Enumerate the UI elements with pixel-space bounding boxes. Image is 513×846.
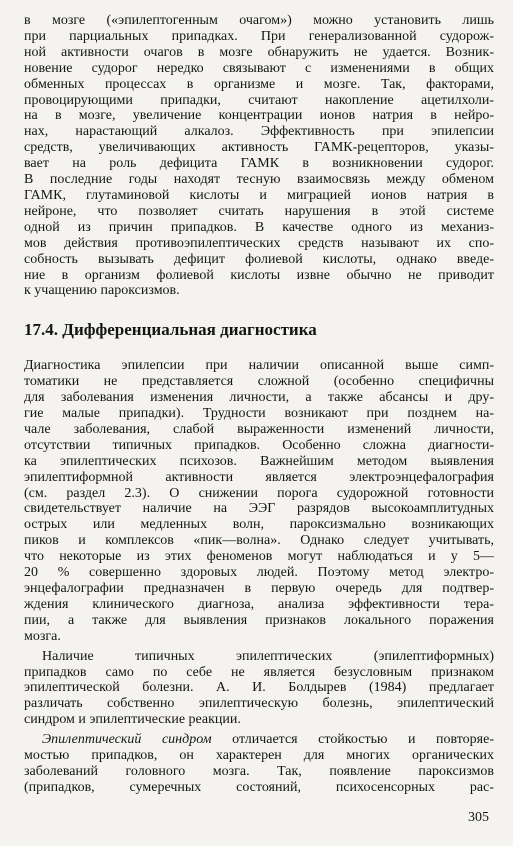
text-line: ной активности очагов в мозге обнаружить не удается. Возник- bbox=[24, 44, 494, 60]
text-line: различать собственно эпилептическую болезнь, эпилептический bbox=[24, 696, 494, 712]
paragraph-typical-seizures bbox=[24, 649, 494, 729]
text-line: энцефалографии предназначен в первую очередь для подтвер- bbox=[24, 581, 494, 596]
text-line: к учащению пароксизмов. bbox=[24, 283, 180, 299]
text-line: (припадков, сумеречных состояний, психосенсорных рас- bbox=[24, 779, 494, 795]
text-line: нах, нарастающий алкалоз. Эффективность при эпилепсии bbox=[24, 124, 494, 140]
text-line: нейроне, что позволяет считать нарушения в этой системе bbox=[24, 203, 494, 219]
text-line: вает на роль дефицита ГАМК в возникновении судорог. bbox=[24, 156, 494, 172]
text-line: на в мозге, увеличение концентрации ионов натрия в нейро- bbox=[24, 108, 494, 124]
text-line: (см. раздел 2.3). О снижении порога судорожной готовности bbox=[24, 485, 494, 501]
text-line: 20 % совершенно здоровых людей. Поэтому метод электро- bbox=[24, 565, 494, 581]
text-line: ка эпилептических психозов. Важнейшим методом выявления bbox=[24, 453, 494, 469]
text-line: в мозге («эпилептогенным очагом») можно установить лишь bbox=[24, 13, 494, 28]
page-number: 305 bbox=[468, 810, 489, 825]
text-line: обменных процессах в организме и мозге. Так, факторами, bbox=[24, 76, 494, 92]
page-body bbox=[24, 13, 494, 796]
text-line: ждения клинического диагноза, анализа эффективности тера- bbox=[24, 596, 494, 612]
text-line: для заболевания изменения личности, а также абсансы и дру- bbox=[24, 390, 494, 406]
paragraph-intro bbox=[24, 13, 494, 299]
text-line: ГАМК, глутаминовой кислоты и миграцией ионов натрия в bbox=[24, 187, 494, 203]
text-line: томатики не представляется сложной (особенно специфичны bbox=[24, 374, 494, 390]
text-fragment: отличается стойкостью и повторяе- bbox=[211, 732, 494, 748]
paragraph-epileptic-syndrome bbox=[24, 732, 494, 796]
text-line: Наличие типичных эпилептических (эпилептиформных) bbox=[42, 648, 494, 664]
text-line: пии, а также для выявления признаков локального поражения bbox=[24, 612, 494, 628]
text-line: чале заболевания, слабой выраженности изменений личности, bbox=[24, 421, 494, 437]
paragraph-diagnostics bbox=[24, 358, 494, 644]
text-line: мостью припадков, он характерен для многих органических bbox=[24, 748, 494, 764]
text-line bbox=[24, 732, 494, 748]
text-line: собность вызывать дефицит фолиевой кислоты, однако введе- bbox=[24, 251, 494, 267]
text-line: ние в организм фолиевой кислоты извне обычно не приводит bbox=[24, 267, 494, 283]
text-line: что некоторые из этих феноменов могут наблюдаться и у 5— bbox=[24, 549, 494, 565]
section-heading: 17.4. Дифференциальная диагностика bbox=[24, 320, 317, 340]
text-line: провоцирующими припадки, считают накопление ацетилхоли- bbox=[24, 92, 494, 108]
text-line: средств, увеличивающих активность ГАМК-рецепторов, указы- bbox=[24, 140, 494, 156]
text-line: одной из причин припадков. В качестве одного из механиз- bbox=[24, 219, 494, 235]
text-line: синдром и эпилептические реакции. bbox=[24, 712, 241, 728]
text-line: мов действия противоэпилептических средств называют их спо- bbox=[24, 235, 494, 251]
text-line: эпилептической болезни. А. И. Болдырев (1984) предлагает bbox=[24, 680, 494, 696]
text-line: пиков и комплексов «пик—волна». Однако следует учитывать, bbox=[24, 533, 494, 549]
text-line: В последние годы находят тесную взаимосвязь между обменом bbox=[24, 172, 494, 188]
italic-term: Эпилептический синдром bbox=[42, 732, 212, 748]
text-line: мозга. bbox=[24, 628, 61, 644]
text-line: отсутствии типичных припадков. Особенно сложна диагности- bbox=[24, 437, 494, 453]
text-line: при парциальных припадках. При генерализованной судорож- bbox=[24, 28, 494, 44]
text-line: эпилептиформной активности является электроэнцефалография bbox=[24, 469, 494, 485]
text-line: заболеваний головного мозга. Так, появление пароксизмов bbox=[24, 763, 494, 779]
text-line: острых или медленных волн, пароксизмально возникающих bbox=[24, 517, 494, 533]
text-line: свидетельствует наличие на ЭЭГ разрядов высокоамплитудных bbox=[24, 501, 494, 517]
text-line: Диагностика эпилепсии при наличии описанной выше симп- bbox=[24, 358, 494, 374]
text-line: припадков само по себе не является безусловным признаком bbox=[24, 664, 494, 680]
text-line: гие малые припадки). Трудности возникают при позднем на- bbox=[24, 406, 494, 422]
text-line: новение судорог нередко связывают с изменениями в общих bbox=[24, 60, 494, 76]
